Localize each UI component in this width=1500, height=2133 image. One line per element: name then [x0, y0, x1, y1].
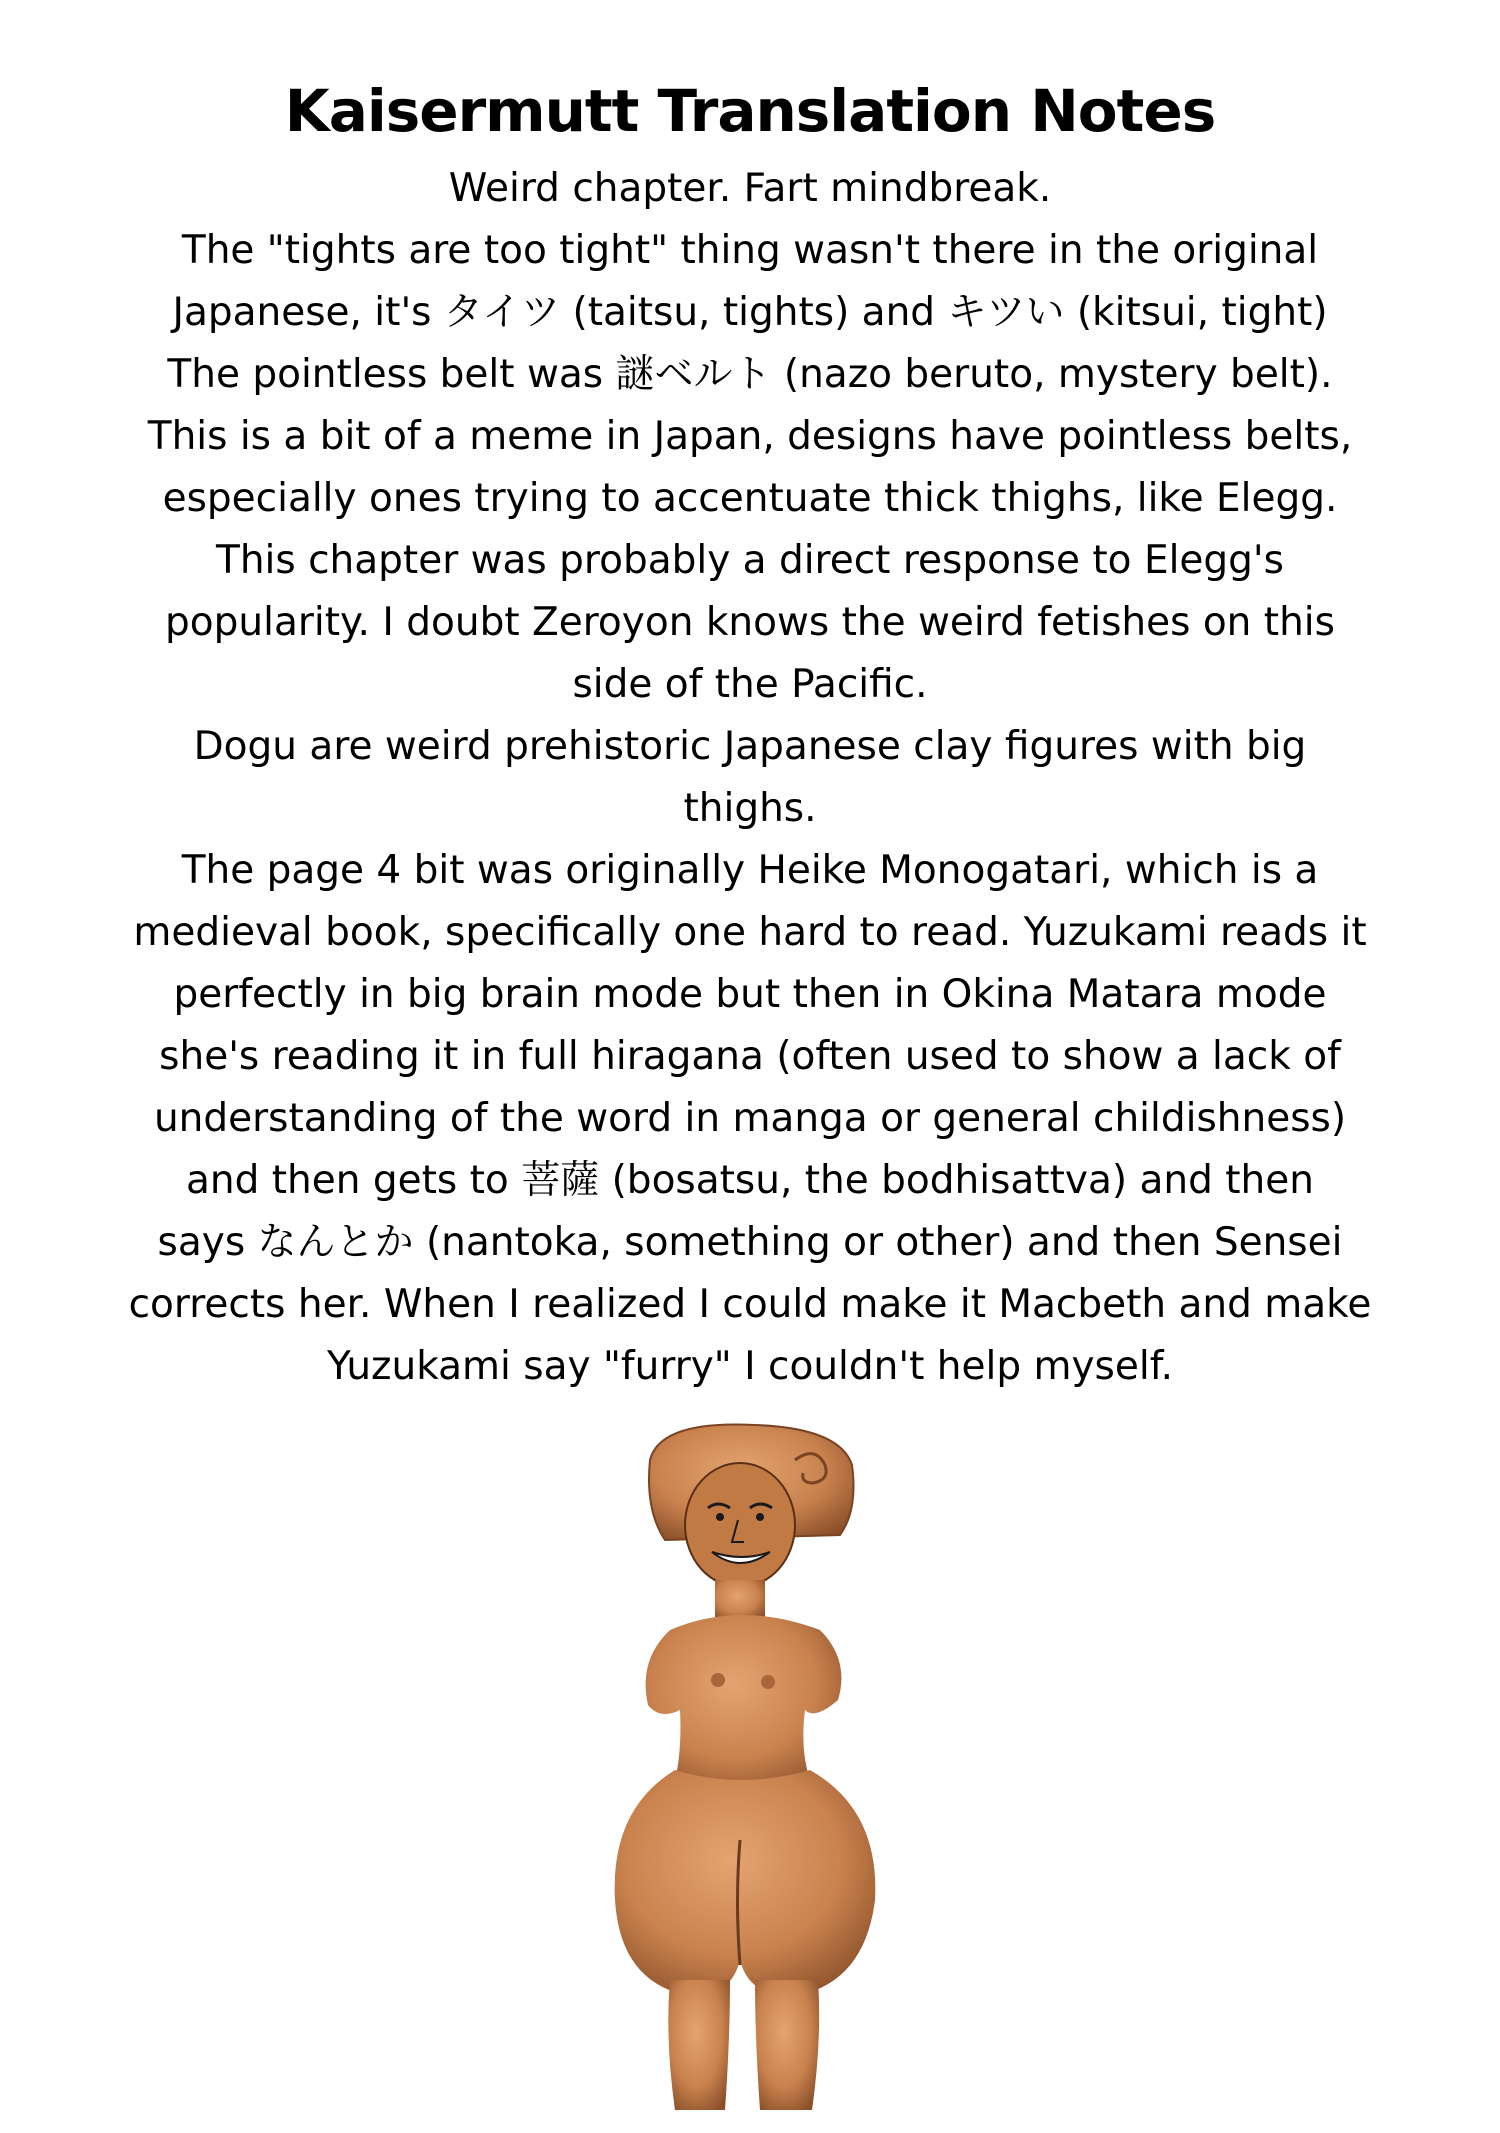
page-title: Kaisermutt Translation Notes [284, 77, 1216, 145]
note-line: medieval book, specifically one hard to read. Yuzukami reads it [133, 910, 1367, 955]
dogu-figure-image [590, 1420, 920, 2120]
note-line: and then gets to 菩薩 (bosatsu, the bodhisattva) and then [186, 1158, 1314, 1203]
note-line: This chapter was probably a direct response to Elegg's [216, 538, 1284, 583]
note-line: especially ones trying to accentuate thick thighs, like Elegg. [162, 476, 1338, 521]
note-line: The "tights are too tight" thing wasn't there in the original [181, 228, 1319, 273]
note-line: understanding of the word in manga or general childishness) [153, 1096, 1347, 1141]
note-line: Dogu are weird prehistoric Japanese clay figures with big [193, 724, 1307, 769]
note-line: Yuzukami say "furry" I couldn't help myself. [326, 1344, 1173, 1389]
note-line: Japanese, it's タイツ (taitsu, tights) and キツい (kitsui, tight) [172, 290, 1328, 335]
note-line: perfectly in big brain mode but then in Okina Matara mode [173, 972, 1327, 1017]
dogu-legs [668, 1980, 730, 2110]
note-line: corrects her. When I realized I could make it Macbeth and make [128, 1282, 1372, 1327]
note-line: popularity. I doubt Zeroyon knows the weird fetishes on this [165, 600, 1335, 645]
note-line: thighs. [683, 786, 817, 831]
note-line: The page 4 bit was originally Heike Monogatari, which is a [181, 848, 1319, 893]
dogu-hips [615, 1770, 876, 1996]
note-line: This is a bit of a meme in Japan, designs have pointless belts, [147, 414, 1353, 459]
dogu-torso [646, 1615, 842, 1790]
dogu-face [685, 1463, 795, 1587]
note-line: side of the Pacific. [572, 662, 928, 707]
note-line: Weird chapter. Fart mindbreak. [448, 166, 1052, 211]
notes-body [95, 158, 1405, 1398]
note-line: The pointless belt was 謎ベルト (nazo beruto, mystery belt). [167, 352, 1333, 397]
note-line: says なんとか (nantoka, something or other) and then Sensei [157, 1220, 1343, 1265]
note-line: she's reading it in full hiragana (often used to show a lack of [159, 1034, 1341, 1079]
